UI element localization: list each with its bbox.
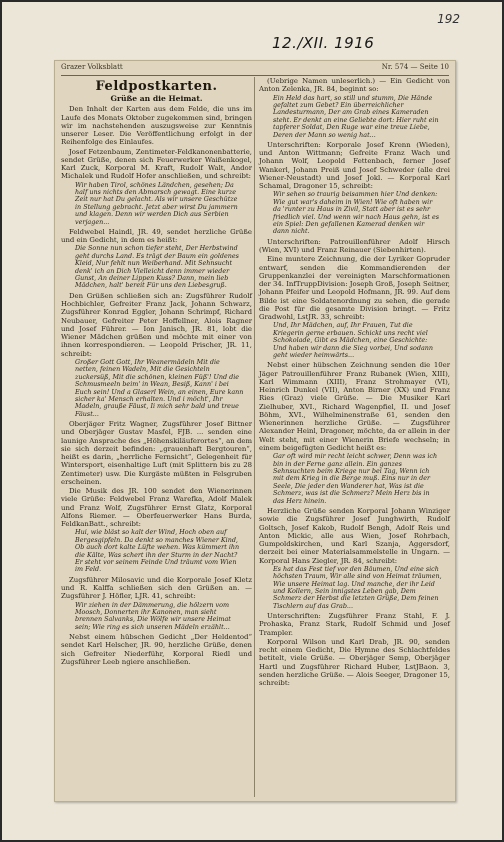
- paragraph: (Uebrige Namen unleserlich.) — Ein Gedicht von Anton Zelenka, JR. 84, beginnt so:: [259, 77, 450, 94]
- poem-excerpt: Hui, wie bläst so kalt der Wind, Hoch oben auf Bergesgipfeln. Da denkt so manches Wiener Kind, Ob auch dort kalte Lüfte wehen. Was kümmert ihn die Kälte, Was schert ihn der Sturm in der Nacht? Er steht vor seinem Feinde Und träumt vom Wien im Feld.: [75, 528, 240, 574]
- paragraph: Den Grüßen schließen sich an: Zugsführer Rudolf Hochbichler, Gefreiter Franz Jack, Johann Schwarz, Zugsführer Konrad Eggler, Johann Schrimpf, Richard Neubauer, Gefreiter Peter Hoffellner, Alois Ragner und Josef Führer. — Ion Janisch, JR. 81, lobt die Wiener Mädchen grüßen und möchte mit einer von ihnen korrespondieren. — Leopold Prischer, JR. 11, schreibt:: [61, 291, 252, 358]
- paragraph: Korporal Wilson und Karl Drab, JR. 90, senden recht einem Gedicht, Die Hymne des Schlachtfeldes betitelt, viele Grüße. — Oberjäger Semp, Oberjäger Hartl und Zugsführer Richard Huber, LstJBaon. 3, senden herzliche Grüße. — Alois Seeger, Dragoner 15, schreibt:: [259, 637, 450, 688]
- paragraph: Herzliche Grüße senden Korporal Johann Winziger sowie die Zugsführer Josef Junghwirth, Rudolf Goltsch, Josef Kakob, Rudolf Bengh, Adolf Reis und Anton Mickic, alle aus Wien, Josef Rohrbach, Gumpoldskirchen, und Karl Szanja, Aggersdorf, derzeit bei einer Materialsammelstelle in Ungarn. — Korporal Hans Ziegler, JR. 84, schreibt:: [259, 507, 450, 565]
- poem-excerpt: Die Sonne nun schon tiefer steht, Der Herbstwind geht durchs Land. Es trägt der Baum ein goldenes Kleid, Nur fehlt nun Weiberhand. Mit Sehnsucht denk' ich an Dich Vielleicht denn immer wieder Gunst, An deiner Lippen Kuss? Dann, mein lieb Mädchen, halt' bereit Für uns den Liebesgruß.: [75, 244, 239, 290]
- poem-excerpt: Ein Held das hart, so still und stumm, Die Hände gefaltet zum Gebet? Ein überreichlicher Landesturmann, Der am Grab eines Kameraden steht. Er denkt an eine Geliebte dort: Hier ruht ein tapferer Soldat, Den Ruge war eine treue Liebe, Deren der Mann so wenig hat...: [273, 93, 439, 139]
- paragraph: Nebst einer hübschen Zeichnung senden die 10er Jäger Patrouillenführer Franz Rubanek (Wien, XIII), Karl Wimmann (XIII), Franz Strohmayer (VI), Heinrich Dunkel (VII), Anton Birner (XX) und Franz Ries (Graz) viele Grüße. — Die Musiker Karl Zielhuber, XVI., Richard Wagenpfiel, II. und Josef Böhm, XVI., Wilhelminenstraße 61, senden den Wienerinnen herzliche Grüße. — Zugsführer Alexander Heinl, Dragoner, möchte, da er allein in der Welt steht, mit einer Wienerin Briefe wechseln; in einem beigefügten Gedicht heißt es:: [259, 361, 450, 452]
- left-column-body: [61, 105, 252, 666]
- paragraph: Oberjäger Fritz Wagner, Zugsführer Josef Bittner und Oberjäger Gustav Masfel, FJB. ... senden eine launige Ansprache des „Höhenskiläuferortes“, an dem sie sich derzeit befinden: „grauenhaft Bergtouren“, heißt es darin, „herrliche Fernsicht“, Gelegenheit für Wintersport, eisenhaltige Luft (mit Splittern bis zu 28 Zentimeter) usw. Die Kurgäste müßten in Felsgruben erscheinen.: [61, 420, 252, 486]
- right-column: [259, 77, 450, 688]
- paragraph: Josef Fetzenbaum, Zentimeter-Feldkanonenbatterie, sendet Grüße, denen sich Feuerwerker Waißenkogel, Karl Zuck, Korporal M. Kraft, Rudolf Walt, Andor Michalek und Rudolf Hofer anschließen, und schreibt:: [61, 147, 252, 181]
- column-divider: [254, 77, 255, 797]
- poem-excerpt: Wir sehen so traurig beisammen hier Und denken: Wie gut war's daheim in Wien! Wie oft haben wir da 'runter zu Haus in Zivil, Statt aber ist es sehr friedlich viel. Und wenn wir nach Haus gehn, ist es ein Spiel: Den gefallenen Kamerad denken wir dann nicht.: [273, 190, 440, 236]
- poem-excerpt: Gar oft wird mir recht leicht schwer, Denn was ich bin in der Ferne ganz allein. Ein ganzes Sehnsuchten beim Kriege nur bei Tag, Wenn ich mit dem Krieg in die Berge muß. Eins nur in der Seele, Die jeder den Wanderer hat, Was ist die Schmerz, was ist die Schmerz? Mein Herz bis in das Herz hinein.: [273, 452, 438, 505]
- paragraph: Unterschriften: Zugsführer Franz Stahl, F. J. Prohaska, Franz Stark, Rudolf Schmid und Josef Trampler.: [259, 612, 450, 637]
- clipping-header: [61, 63, 449, 76]
- handwritten-date: 12./XII. 1916: [272, 34, 375, 52]
- poem-excerpt: Wir haben Tirol, schönes Ländchen, gesehen; Da half uns nichts den Abmarsch gewagt. Eine kurze Zeit nur hat Du gelacht. Als wir unsere Geschütze in Stellung gebracht. Jetzt aber wirst Du jammern und klagen. Denn wir werden Dich aus Serbien verjagen...: [75, 180, 238, 226]
- paragraph: Unterschriften: Patrouillenführer Adolf Hirsch (Wien, XVI) und Franz Reinauer (Siebenhirten).: [259, 237, 450, 255]
- poem-excerpt: Großer Gott Gott, Ihr Weanermädeln Mit die netten, feinen Wadeln, Mit die Gesichteln zuckersüß, Mit die schönen, kleinen Füß'! Und die Schmusmeeln beim' in Wean, Besiß, Kann' i bei Euch sein! Und a Glaserl Wein, an einen, Eure kann sicher ka' Mensch erhalten. Und i möcht', Ihr Madeln, grauße Fäust, Ii mich sehr bald und treue Fäust...: [75, 357, 244, 418]
- paragraph: Feldwebel Haindl, JR. 49, sendet herzliche Grüße und ein Gedicht, in dem es heißt:: [61, 227, 252, 245]
- left-column: [61, 77, 252, 667]
- article-title: Feldpostkarten.: [95, 79, 218, 94]
- scan-sheet: [2, 2, 502, 840]
- paragraph: Den Inhalt der Karten aus dem Felde, die uns im Laufe des Monats Oktober zugekommen sind, bringen wir im nachstehenden auszugsweise zur Kenntnis unserer Leser. Die Veröffentlichung erfolgt in der Reihenfolge des Einlaufes.: [61, 105, 252, 147]
- paragraph: Nebst einem hübschen Gedicht „Der Heldentod“ sendet Karl Helscher, JR. 90, herzliche Grüße, denen sich Gefreiter Niederführ, Korporal Riedl und Zugsführer Leeb ngiere anschließen.: [61, 633, 252, 666]
- paragraph: Eine muntere Zeichnung, die der Lyriker Gopruder entwarf, senden die Kommandierenden der Gruppenkanzlei der vereinigten Marschformationen der 34. InfTruppDivision: Joseph Groß, Joseph Seitner, Johann Pfeifer und Leopold Hofmann, JR. 99. Auf dem Bilde ist eine Soldatenordnung zu sehen, die gerade die Post für die gesamte Division bringt. — Fritz Gradwohl, LstJR. 33, schreibt:: [259, 255, 450, 322]
- article-subtitle: Grüße an die Heimat.: [110, 94, 203, 103]
- poem-excerpt: Und, Ihr Mädchen, auf, Ihr Frauen, Tut die Kriegerin gerne erbauen. Schickt uns recht viel Schokolade, Gibt es Mädchen, eine Geschichte: Und haben wir dann die Sieg vorbei, Und sodann geht wieder heimwärts...: [273, 321, 433, 359]
- newspaper-clipping: [54, 60, 456, 802]
- paragraph: Unterschriften: Korporale Josef Krenn (Wieden), und Anton Wittmann; Gefreite Franz Wach und Johann Wolf, Leopold Fettenbach, ferner Josef Wankerl, Johann Preiß und Josef Schweder (alle drei Wiener-Neustadt) und Josef Jokl. — Korporal Karl Schamal, Dragoner 15, schreibt:: [259, 140, 450, 191]
- header-right: Nr. 574 — Seite 10: [381, 63, 449, 71]
- header-left: Grazer Volksblatt: [61, 63, 123, 71]
- poem-excerpt: Wir ziehen in der Dämmerung, die hölzern vom Moosch, Donnerten ihr Kanonen, man sieht brennen Salvanks, Die Wölfe wir unsere Heimat sein; Wie ring es sich unseren Mädeln erzählt...: [75, 600, 231, 631]
- paragraph: Die Musik des JR. 100 sendet den Wienerinnen viele Grüße: Feldwebel Franz Warefka, Adolf Malek und Franz Wolf, Zugsführer Ernst Glatz, Korporal Alfons Riemer. — Oberfeuerwerker Hans Burda, FeldkanBatt., schreibt:: [61, 487, 252, 529]
- archive-number: 192: [437, 12, 460, 26]
- poem-excerpt: Es hat das Fest tief vor den Bäumen, Und eine sich höchsten Traum, Wir alle sind von Heimat träumen, Wie unsere Heimat lag. Und manche, der ihr Leid und Kollern, Sein innigstes Leben gab, Dem Schmerz der Herbst die letzten Grüße, Dem feinen Tischlern auf das Grab...: [273, 564, 442, 610]
- paragraph: Zugsführer Milosavic und die Korporale Josef Kletz und R. Kalffa schließen sich den Grüßen an. — Zugsführer J. Höfler, LJR. 41, schreibt:: [61, 575, 252, 601]
- right-column-body: [259, 77, 450, 687]
